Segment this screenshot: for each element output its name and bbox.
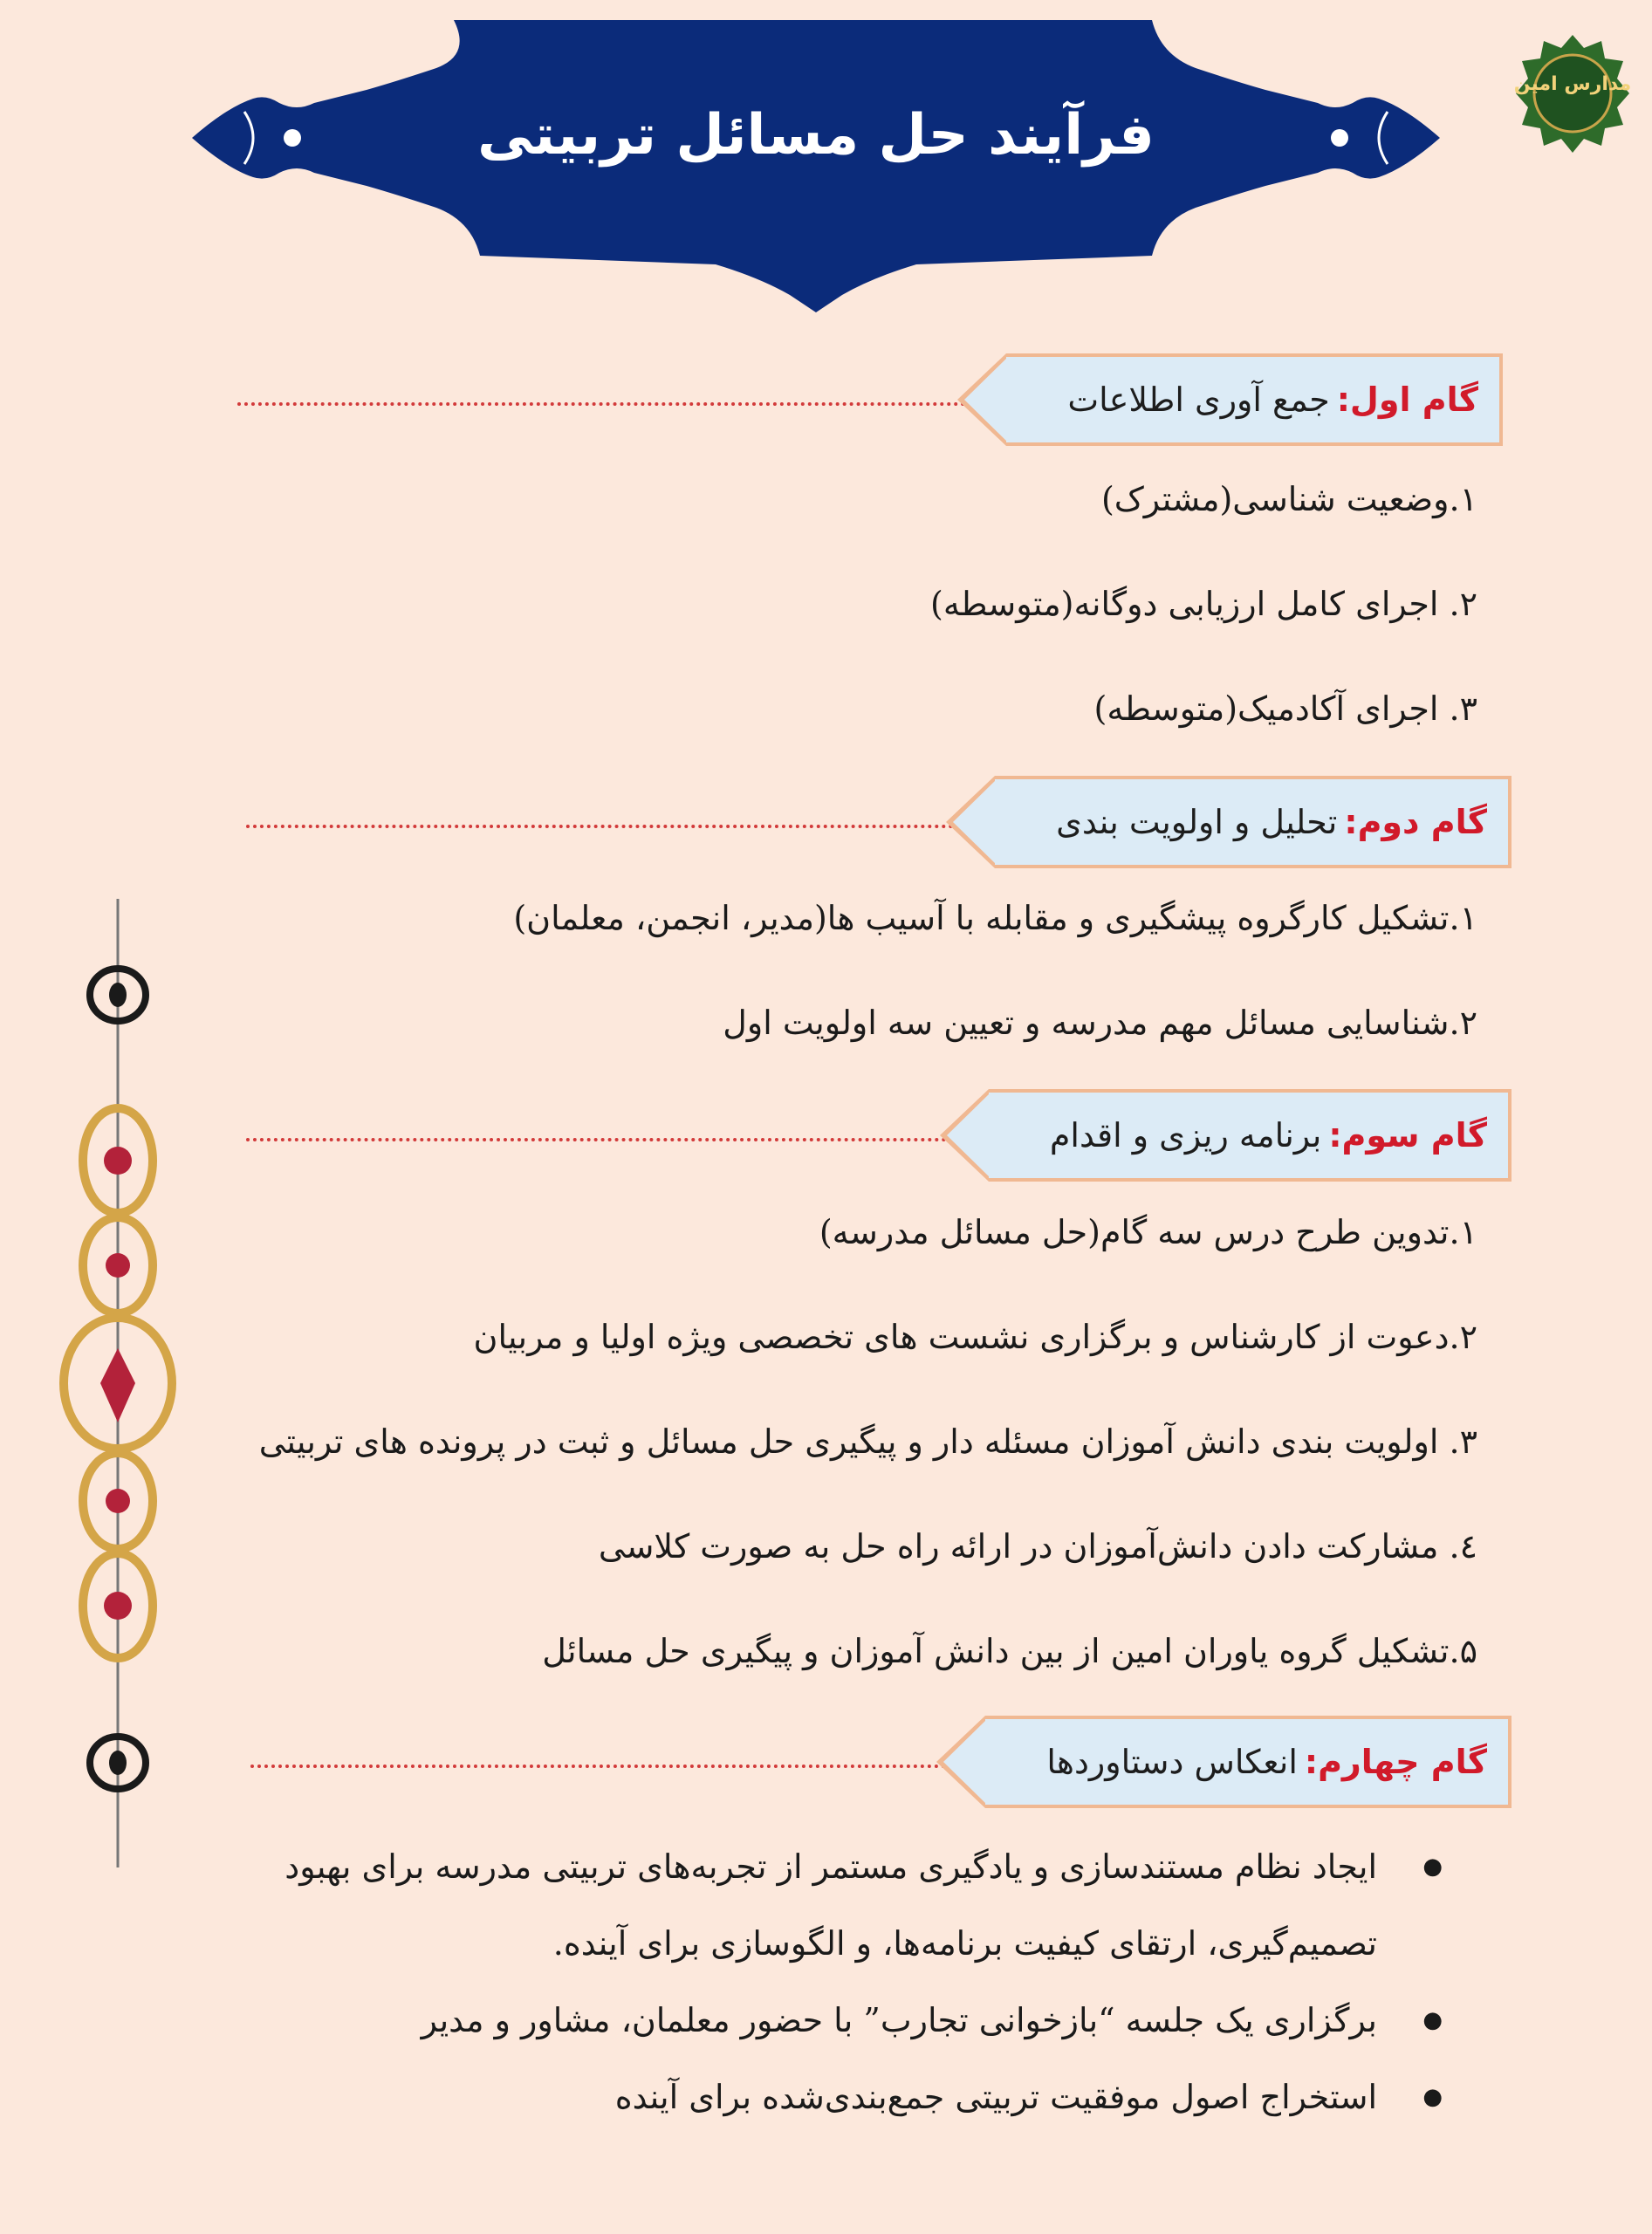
step-1-label: گام اول:: [1336, 380, 1478, 419]
step-3-label: گام سوم:: [1328, 1116, 1487, 1155]
step-3-item-2: ۲.دعوت از کارشناس و برگزاری نشست های تخصصی ویژه اولیا و مربیان: [473, 1318, 1477, 1356]
step-1-tag: [1006, 353, 1503, 446]
step-2-label: گام دوم:: [1344, 803, 1487, 841]
list-item: ● برگزاری یک جلسه “بازخوانی تجارب” با حضور معلمان، مشاور و مدیر: [221, 1982, 1477, 2059]
step-2-title: تحلیل و اولویت بندی: [1056, 803, 1338, 841]
step-3-divider: [246, 1138, 1058, 1141]
achievements-list: [221, 1828, 1477, 2135]
step-3-item-1: ۱.تدوین طرح درس سه گام(حل مسائل مدرسه): [819, 1213, 1477, 1251]
step-3-item-3: ۳. اولویت بندی دانش آموزان مسئله دار و پیگیری حل مسائل و ثبت در پرونده های تربیتی: [258, 1422, 1477, 1461]
step-1-title: جمع آوری اطلاعات: [1067, 380, 1330, 419]
page-title: فرآیند حل مسائل تربیتی: [477, 103, 1155, 168]
step-2-tag: [995, 776, 1511, 868]
step-2-divider: [246, 825, 1058, 828]
list-item: ● استخراج اصول موفقیت تربیتی جمع‌بندی‌شده برای آینده: [221, 2059, 1477, 2135]
logo-text: مدارس امین: [1514, 73, 1632, 95]
step-1-item-2: ۲. اجرای کامل ارزیابی دوگانه(متوسطه): [930, 585, 1477, 623]
step-3-tag: [989, 1089, 1511, 1182]
step-2-header: [246, 776, 1511, 874]
step-3-item-5: ۵.تشکیل گروه یاوران امین از بین دانش آموزان و پیگیری حل مسائل: [542, 1632, 1477, 1670]
step-1-divider: [237, 402, 1049, 406]
step-3-title: برنامه ریزی و اقدام: [1049, 1116, 1322, 1155]
step-2-item-1: ۱.تشکیل کارگروه پیشگیری و مقابله با آسیب ها(مدیر، انجمن، معلمان): [513, 899, 1477, 937]
step-4-tag: [985, 1716, 1511, 1808]
step-3-item-4: ٤. مشارکت دادن دانش‌آموزان در ارائه راه حل به صورت کلاسی: [598, 1527, 1477, 1566]
school-logo: [1514, 31, 1632, 161]
step-4-title: انعکاس دستاوردها: [1046, 1743, 1298, 1781]
step-1-item-3: ۳. اجرای آکادمیک(متوسطه): [1093, 689, 1477, 728]
step-4-label: گام چهارم:: [1304, 1743, 1487, 1781]
step-2-item-2: ۲.شناسایی مسائل مهم مدرسه و تعیین سه اولویت اول: [723, 1004, 1477, 1042]
step-4-header: [250, 1716, 1511, 1813]
list-item: ● ایجاد نظام مستندسازی و یادگیری مستمر از تجربه‌های تربیتی مدرسه برای بهبود تصمیم‌گیری، ارتقای کیفیت برنامه‌ها، و الگوسازی برای آینده.: [221, 1828, 1477, 1982]
step-1-header: [237, 353, 1503, 451]
step-3-header: [246, 1089, 1511, 1187]
side-ornament: [48, 899, 188, 1867]
step-1-item-1: ۱.وضعیت شناسی(مشترک): [1100, 480, 1477, 518]
title-banner: [192, 16, 1440, 317]
